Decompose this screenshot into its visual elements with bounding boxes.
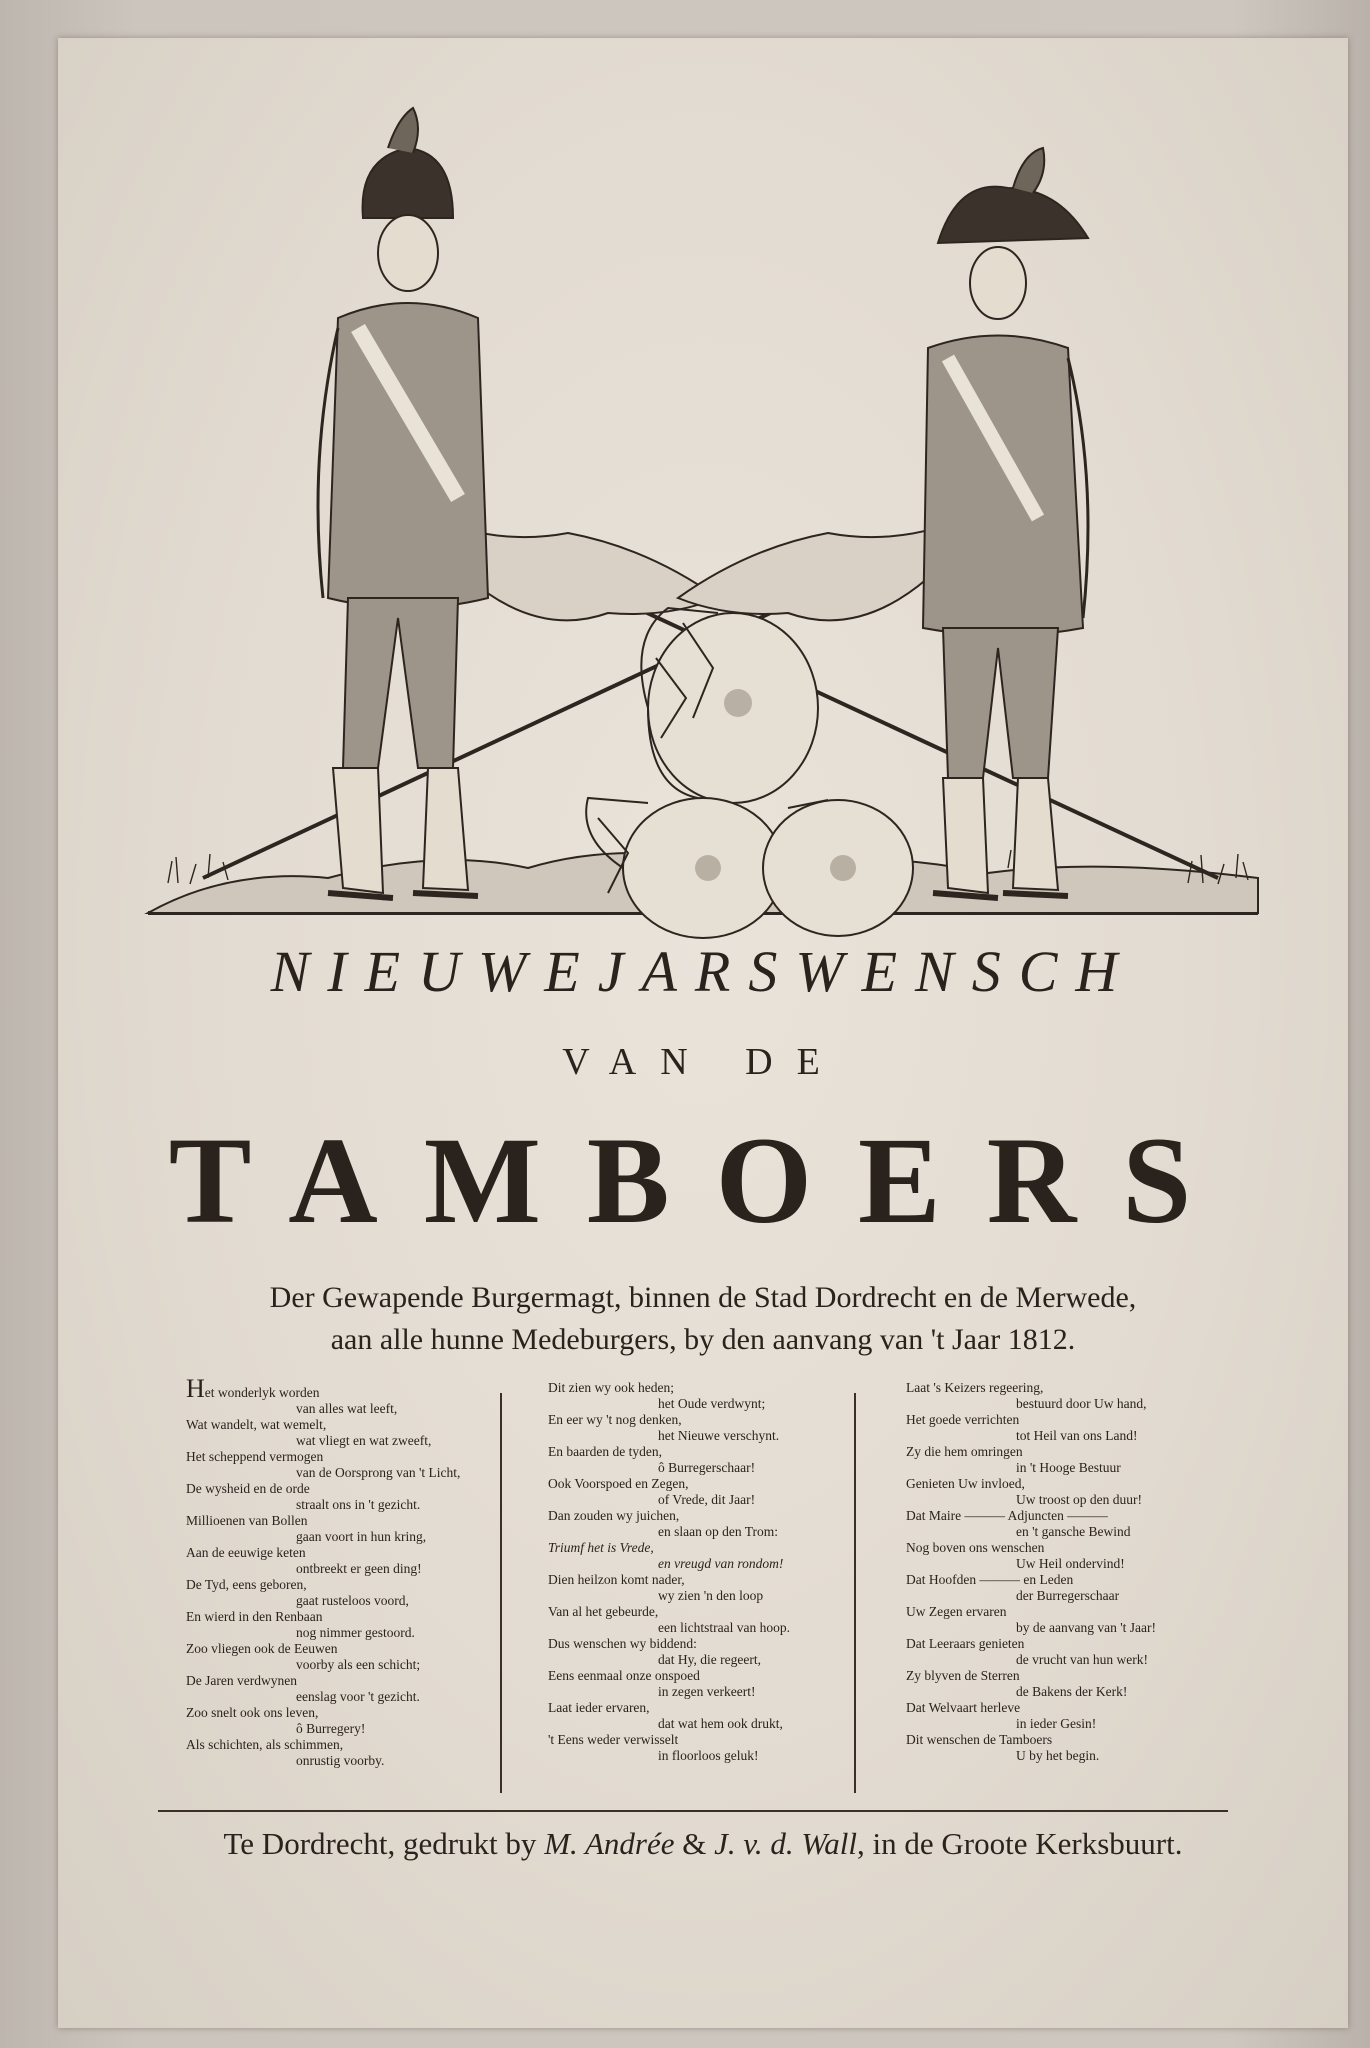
verse-column-2	[548, 1380, 878, 1764]
drop-cap: H	[186, 1374, 205, 1403]
imprint-printer-2: J. v. d. Wall	[714, 1826, 858, 1861]
verse-line: Dus wenschen wy biddend:	[548, 1636, 697, 1651]
verse-line: Zy blyven de Sterren	[906, 1668, 1020, 1683]
woodcut-illustration	[108, 78, 1298, 948]
verse-line: in ieder Gesin!	[1016, 1716, 1097, 1731]
imprint-amp: &	[674, 1826, 715, 1861]
verse-line: en slaan op den Trom:	[658, 1524, 778, 1539]
verse-line: ontbreekt er geen ding!	[296, 1561, 422, 1576]
column-rule-1	[500, 1393, 502, 1793]
verse-line: Uw Heil ondervind!	[1016, 1556, 1125, 1571]
verse-line: Genieten Uw invloed,	[906, 1476, 1025, 1491]
verse-line: een lichtstraal van hoop.	[658, 1620, 790, 1635]
verse-line: en vreugd van rondom!	[658, 1556, 784, 1571]
verse-line: gaan voort in hun kring,	[296, 1529, 427, 1544]
verse-line: Dit zien wy ook heden;	[548, 1380, 674, 1395]
verse-line: by de aanvang van 't Jaar!	[1016, 1620, 1156, 1635]
title-van-de: VAN DE	[562, 1041, 844, 1083]
verse-line: nog nimmer gestoord.	[296, 1625, 415, 1640]
verse-line: De Tyd, eens geboren,	[186, 1577, 307, 1592]
imprint-suffix: , in de Groote Kerksbuurt.	[857, 1826, 1183, 1861]
verse-line: onrustig voorby.	[296, 1753, 385, 1768]
verse-line: Het scheppend vermogen	[186, 1449, 324, 1464]
subtitle-line-1: Der Gewapende Burgermagt, binnen de Stad Dordrecht en de Merwede,	[269, 1281, 1137, 1314]
verse-line: van alles wat leeft,	[296, 1401, 398, 1416]
verse-line: bestuurd door Uw hand,	[1016, 1396, 1147, 1411]
verse-line: Dat Hoofden ——— en Leden	[906, 1572, 1074, 1587]
verse-line: straalt ons in 't gezicht.	[296, 1497, 421, 1512]
verse-line: Millioenen van Bollen	[186, 1513, 308, 1528]
verse-line: De wysheid en de orde	[186, 1481, 310, 1496]
verse-line: Dat Welvaart herleve	[906, 1700, 1021, 1715]
verse-line: Dat Leeraars genieten	[906, 1636, 1025, 1651]
verse-line: Laat ieder ervaren,	[548, 1700, 650, 1715]
title-nieuwejarswensch: NIEUWEJARSWENSCH	[270, 939, 1136, 1004]
verse-column-3	[906, 1380, 1236, 1764]
verse-line: Het wonderlyk worden	[186, 1374, 320, 1403]
verse-line: van de Oorsprong van 't Licht,	[296, 1465, 461, 1480]
verse-line: en 't gansche Bewind	[1016, 1524, 1131, 1539]
verse-line: Als schichten, als schimmen,	[186, 1737, 344, 1752]
verse-line: in floorloos geluk!	[658, 1748, 759, 1763]
verse-line: Ook Voorspoed en Zegen,	[548, 1476, 689, 1491]
verse-line: U by het begin.	[1016, 1748, 1100, 1763]
verse-line: En baarden de tyden,	[548, 1444, 662, 1459]
verse-line: En wierd in den Renbaan	[186, 1609, 323, 1624]
verse-line: Nog boven ons wenschen	[906, 1540, 1045, 1555]
imprint-prefix: Te Dordrecht, gedrukt by	[223, 1826, 545, 1861]
verse-line: Triumf het is Vrede,	[548, 1540, 654, 1555]
verse-line: der Burregerschaar	[1016, 1588, 1120, 1603]
verse-line: Dit wenschen de Tamboers	[906, 1732, 1053, 1747]
verse-line: Zy die hem omringen	[906, 1444, 1023, 1459]
verse-line: het Oude verdwynt;	[658, 1396, 766, 1411]
verse-line: Het goede verrichten	[906, 1412, 1020, 1427]
imprint-printer-1: M. Andrée	[544, 1826, 675, 1861]
verse-line: Uw Zegen ervaren	[906, 1604, 1007, 1619]
verse-line: Laat 's Keizers regeering,	[906, 1380, 1044, 1395]
verse-line: gaat rusteloos voord,	[296, 1593, 409, 1608]
broadsheet-page	[58, 38, 1348, 2028]
verse-line: in 't Hooge Bestuur	[1016, 1460, 1121, 1475]
verse-line: dat Hy, die regeert,	[658, 1652, 761, 1667]
verse-line: Zoo snelt ook ons leven,	[186, 1705, 319, 1720]
verse-line: eenslag voor 't gezicht.	[296, 1689, 420, 1704]
title-tamboers: TAMBOERS	[168, 1112, 1238, 1249]
printer-imprint	[58, 1826, 1348, 1862]
verse-line: Aan de eeuwige keten	[186, 1545, 306, 1560]
verse-line: Zoo vliegen ook de Eeuwen	[186, 1641, 338, 1656]
drum-bottom-right	[763, 800, 913, 936]
verse-line: En eer wy 't nog denken,	[548, 1412, 682, 1427]
verse-line: ô Burregery!	[296, 1721, 366, 1736]
verse-line: Wat wandelt, wat wemelt,	[186, 1417, 327, 1432]
tricorne-hat-right	[938, 187, 1088, 243]
bottom-rule	[158, 1810, 1228, 1812]
verse-line: dat wat hem ook drukt,	[658, 1716, 783, 1731]
verse-line: Van al het gebeurde,	[548, 1604, 659, 1619]
verse-line: wy zien 'n den loop	[658, 1588, 764, 1603]
verse-line: Uw troost op den duur!	[1016, 1492, 1142, 1507]
subtitle-line-2: aan alle hunne Medeburgers, by den aanvang van 't Jaar 1812.	[330, 1323, 1076, 1356]
bicorne-hat-left	[363, 148, 453, 218]
verse-line: de Bakens der Kerk!	[1016, 1684, 1128, 1699]
drum-top	[641, 608, 818, 803]
verse-line: Dan zouden wy juichen,	[548, 1508, 680, 1523]
verse-line: tot Heil van ons Land!	[1016, 1428, 1138, 1443]
verse-line: voorby als een schicht;	[296, 1657, 421, 1672]
verse-line: De Jaren verdwynen	[186, 1673, 297, 1688]
verse-line: de vrucht van hun werk!	[1016, 1652, 1148, 1667]
verse-line: Eens eenmaal onze onspoed	[548, 1668, 700, 1683]
drummer-right	[923, 148, 1088, 898]
verse-line: het Nieuwe verschynt.	[658, 1428, 780, 1443]
verse-line: Dat Maire ——— Adjuncten ———	[906, 1508, 1108, 1523]
drummer-left	[318, 108, 488, 898]
column-rule-2	[854, 1393, 856, 1793]
verse-line: Dien heilzon komt nader,	[548, 1572, 685, 1587]
verse-line: wat vliegt en wat zweeft,	[296, 1433, 432, 1448]
verse-column-1	[186, 1374, 516, 1769]
verse-line: in zegen verkeert!	[658, 1684, 756, 1699]
verse-line: ô Burregerschaar!	[658, 1460, 756, 1475]
verse-line: of Vrede, dit Jaar!	[658, 1492, 756, 1507]
verse-line: 't Eens weder verwisselt	[548, 1732, 679, 1747]
